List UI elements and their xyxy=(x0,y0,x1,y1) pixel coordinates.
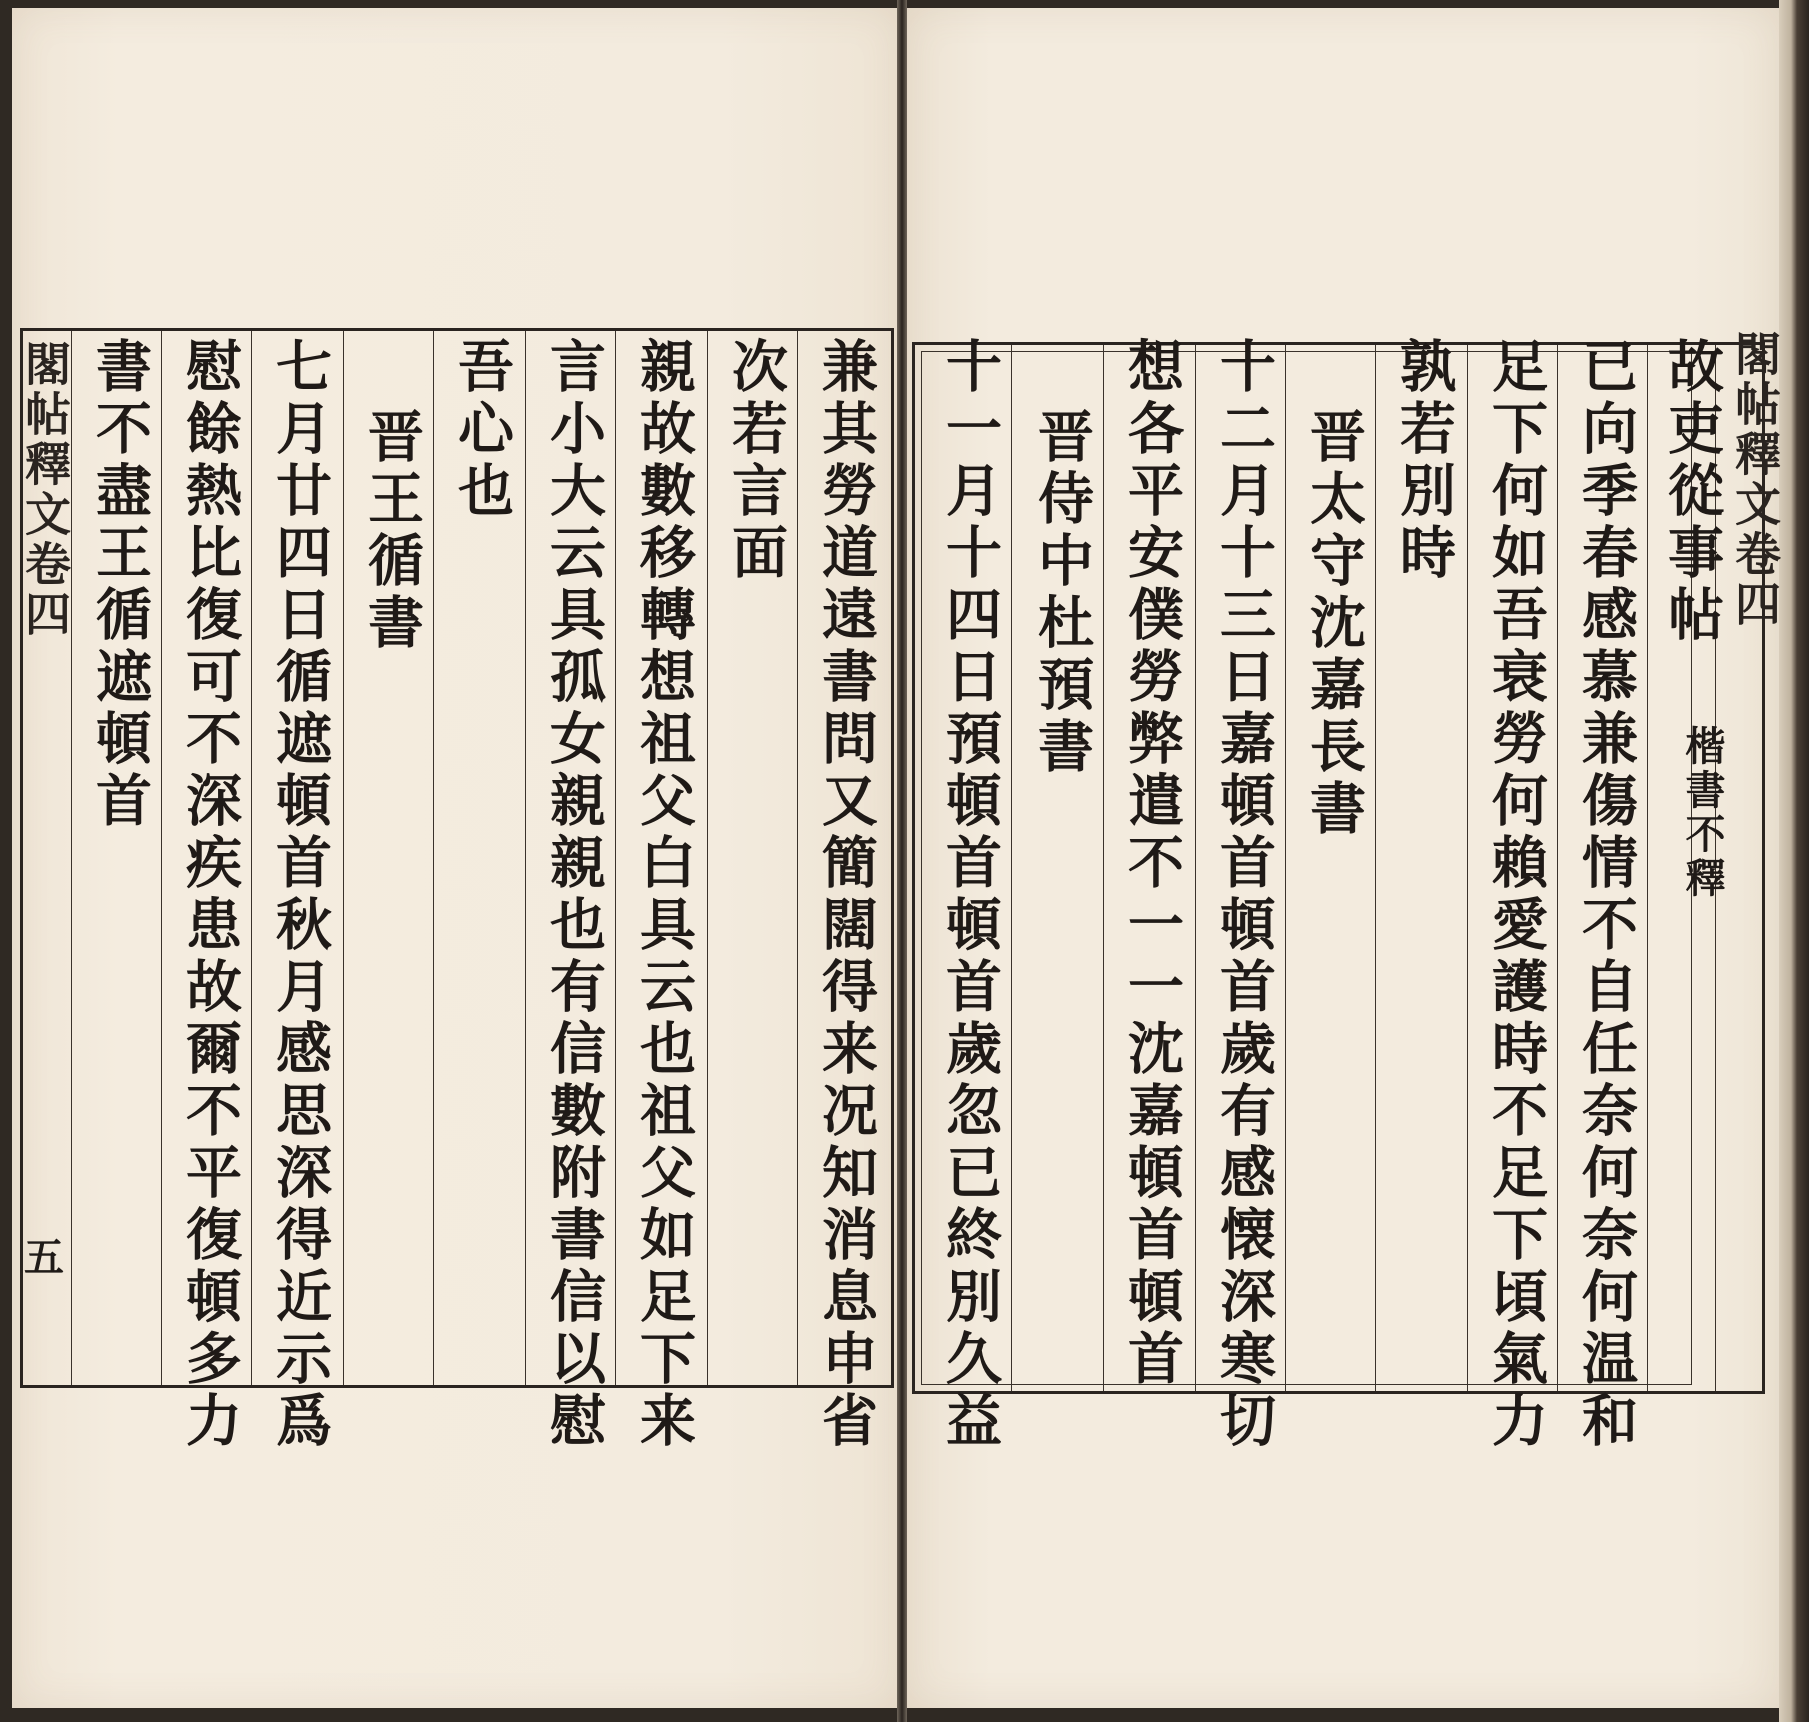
text-column: 想各平安僕勞弊遣不一一沈嘉頓首頓首 xyxy=(1119,337,1185,1391)
text-column: 十二月十三日嘉頓首頓首歲有感懐深寒切 xyxy=(1211,337,1277,1453)
text-column: 言小大云具孤女親親也有信數附書信以慰 xyxy=(541,337,607,1453)
text-column: 已向季春感慕兼傷情不自任奈何奈何温和 xyxy=(1573,337,1639,1453)
text-column: 親故數移轉想祖父白具云也祖父如足下来 xyxy=(631,337,697,1453)
text-column: 故吏從事帖 xyxy=(1659,337,1725,647)
column-rule xyxy=(433,331,434,1385)
column-rule xyxy=(797,331,798,1385)
page-edge xyxy=(1779,0,1809,1722)
text-column: 七月廿四日循遮頓首秋月感思深得近示爲 xyxy=(267,337,333,1453)
column-rule xyxy=(1647,345,1648,1391)
column-rule xyxy=(1557,345,1558,1391)
text-column: 慰餘熱比復可不深疾患故爾不平復頓多力 xyxy=(177,337,243,1453)
column-rule xyxy=(1375,345,1376,1391)
author-heading: 晋侍中杜預書 xyxy=(1029,407,1095,779)
annotation: 楷書不釋 xyxy=(1679,725,1726,901)
folio-number: 五 xyxy=(24,1234,64,1281)
side-title: 閣帖釋文卷四 xyxy=(18,340,72,640)
text-column: 吾心也 xyxy=(449,337,515,523)
column-rule xyxy=(161,331,162,1385)
text-column: 次若言面 xyxy=(723,337,789,585)
column-rule xyxy=(1467,345,1468,1391)
column-rule xyxy=(1011,345,1012,1391)
column-rule xyxy=(1285,345,1286,1391)
text-column: 十一月十四日預頓首頓首歲忽已終別久益 xyxy=(937,337,1003,1453)
column-rule xyxy=(525,331,526,1385)
text-column: 足下何如吾衰勞何賴愛護時不足下頃氣力 xyxy=(1483,337,1549,1453)
column-rule xyxy=(707,331,708,1385)
column-rule xyxy=(251,331,252,1385)
column-rule xyxy=(615,331,616,1385)
column-rule xyxy=(1195,345,1196,1391)
author-heading: 晋太守沈嘉長書 xyxy=(1301,407,1367,841)
author-heading: 晋王循書 xyxy=(359,407,425,655)
text-column: 兼其勞道遠書問又簡闊得来况知消息申省 xyxy=(813,337,879,1453)
column-rule xyxy=(343,331,344,1385)
text-column: 書不盡王循遮頓首 xyxy=(87,337,153,833)
book-gutter xyxy=(897,0,907,1722)
left-text-frame xyxy=(20,328,894,1453)
right-text-frame xyxy=(912,337,1765,1453)
side-title: 閣帖釋文卷四 xyxy=(1728,330,1782,630)
column-rule xyxy=(1103,345,1104,1391)
text-column: 孰若別時 xyxy=(1391,337,1457,585)
